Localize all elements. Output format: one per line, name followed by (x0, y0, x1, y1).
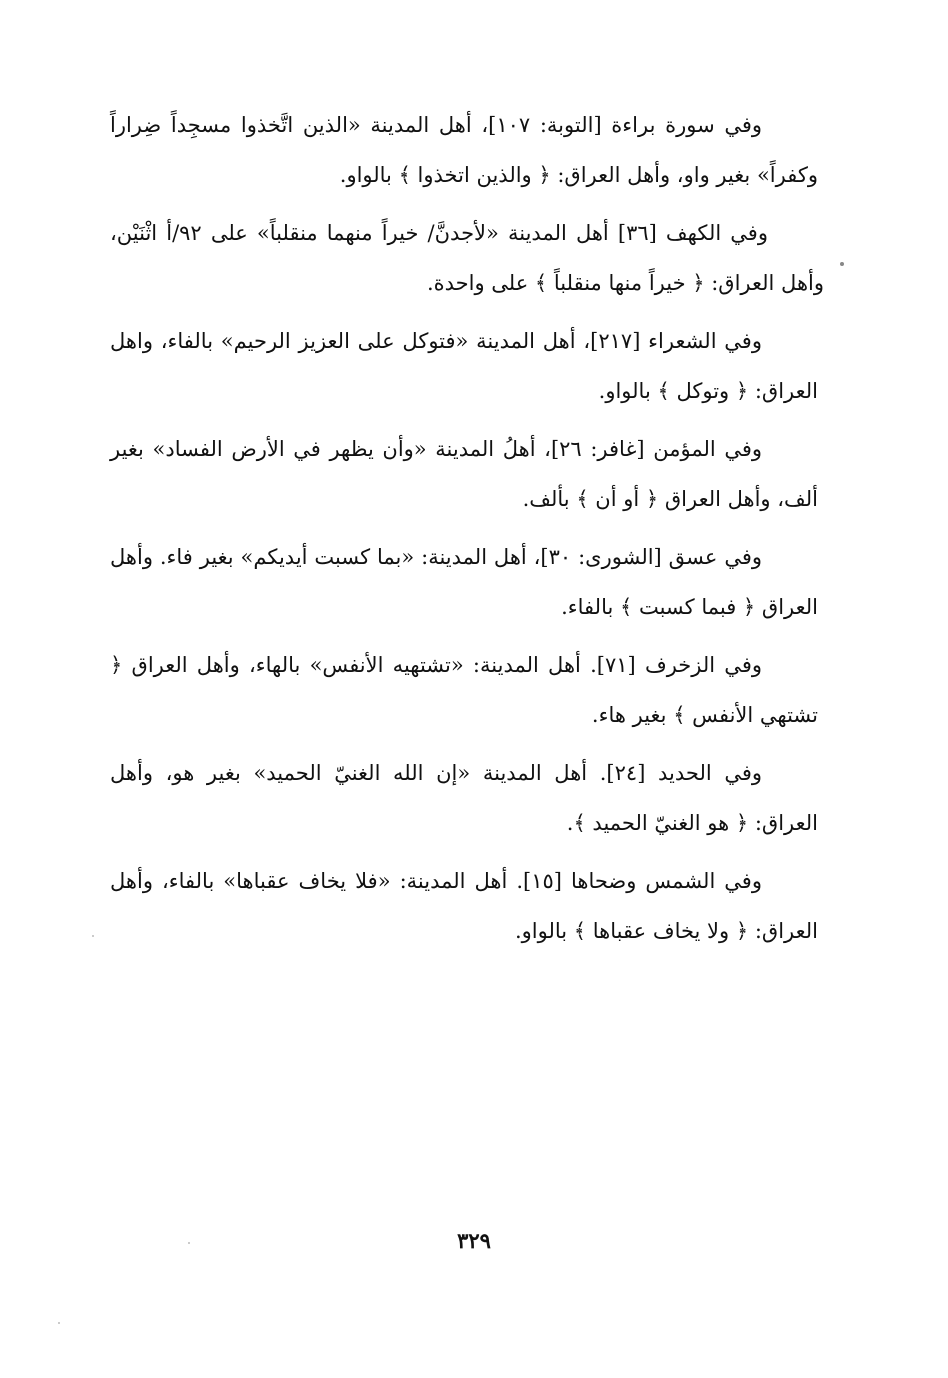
paragraph-kahf: وفي الكهف [٣٦] أهل المدينة «لأجدنَّ/ خيراً منهما منقلباً» على ٩٢/أ اثْنَيْن، وأهل العراق: ﴿ خيراً منها منقلباً ﴾ على واحدة. (110, 221, 824, 295)
scan-speck (92, 935, 94, 937)
paragraph-shams: وفي الشمس وضحاها [١٥]. أهل المدينة: «فلا يخاف عقباها» بالفاء، وأهل العراق: ﴿ ولا يخاف عقباها ﴾ بالواو. (110, 869, 818, 943)
scan-speck (58, 1322, 60, 1324)
paragraph-zukhruf: وفي الزخرف [٧١]. أهل المدينة: «تشتهيه الأنفس» بالهاء، وأهل العراق ﴿ تشتهي الأنفس ﴾ بغير هاء. (110, 653, 818, 727)
paragraph-ghafir: وفي المؤمن [غافر: ٢٦]، أهلُ المدينة «وأن يظهر في الأرض الفساد» بغير ألف، وأهل العراق ﴿ أو أن ﴾ بألف. (110, 437, 818, 511)
paragraph-hadid: وفي الحديد [٢٤]. أهل المدينة «إن الله الغنيّ الحميد» بغير هو، وأهل العراق: ﴿ هو الغنيّ الحميد ﴾. (110, 761, 818, 835)
body-text (110, 100, 824, 964)
paragraph-shura: وفي عسق [الشورى: ٣٠]، أهل المدينة: «بما كسبت أيديكم» بغير فاء. وأهل العراق ﴿ فبما كسبت ﴾ بالفاء. (110, 545, 818, 619)
page-number: ٣٢٩ (457, 1228, 491, 1253)
margin-mark (840, 262, 844, 266)
paragraph-shuara: وفي الشعراء [٢١٧]، أهل المدينة «فتوكل على العزيز الرحيم» بالفاء، واهل العراق: ﴿ وتوكل ﴾ بالواو. (110, 329, 818, 403)
paragraph-tawbah: وفي سورة براءة [التوبة: ١٠٧]، أهل المدينة «الذين اتَّخذوا مسجِداً ضِراراً وكفراً» بغير واو، وأهل العراق: ﴿ والذين اتخذوا ﴾ بالواو. (110, 113, 818, 187)
